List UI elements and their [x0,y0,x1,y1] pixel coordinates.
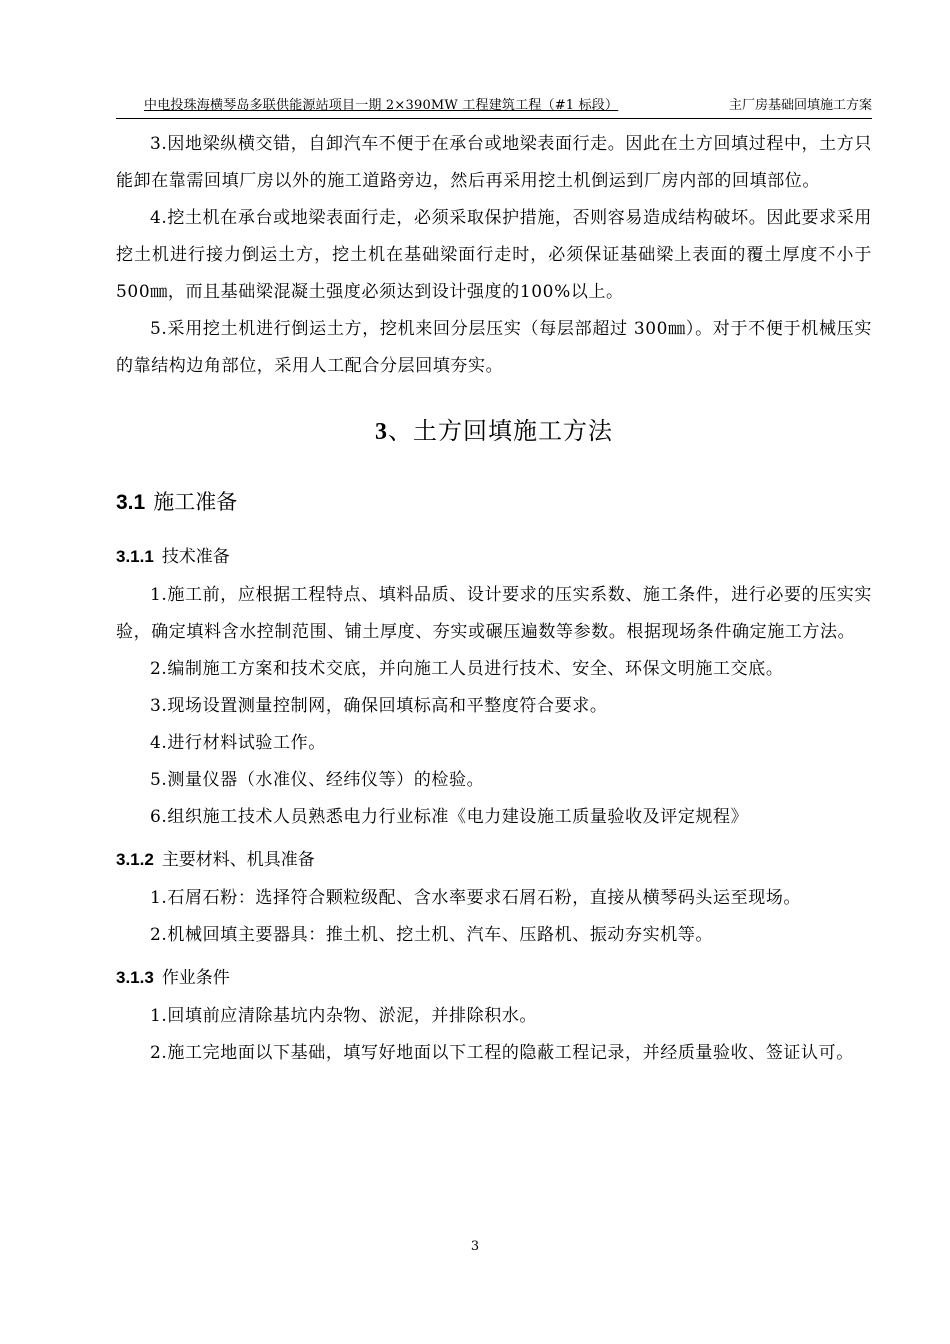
subsection-heading-conditions [116,958,872,998]
list-item: 1.回填前应清除基坑内杂物、淤泥，并排除积水。 [150,1006,538,1026]
list-item: 2.编制施工方案和技术交底，并向施工人员进行技术、安全、环保文明施工交底。 [150,659,784,679]
subsection-heading-materials [116,840,872,880]
list-item: 4.进行材料试验工作。 [150,733,326,753]
paragraph-item-5: 5.采用挖土机进行倒运土方，挖机来回分层压实（每层部超过 300㎜）。对于不便于机械压实的靠结构边角部位，采用人工配合分层回填夯实。 [116,319,872,376]
page-number: 3 [470,1239,480,1254]
list-item: 2.施工完地面以下基础，填写好地面以下工程的隐蔽工程记录，并经质量验收、签证认可。 [150,1043,854,1063]
subsection-title: 主要材料、机具准备 [161,850,315,870]
list-item: 2.机械回填主要器具：推土机、挖土机、汽车、压路机、振动夯实机等。 [150,925,714,945]
paragraph-item-3: 3.因地梁纵横交错，自卸汽车不便于在承台或地梁表面行走。因此在土方回填过程中，土方只能卸在靠需回填厂房以外的施工道路旁边，然后再采用挖土机倒运到厂房内部的回填部位。 [116,134,872,191]
section-title: 施工准备 [153,490,238,514]
subsection-number: 3.1.1 [116,547,154,566]
header-document-title: 主厂房基础回填施工方案 [728,98,872,113]
chapter-heading [116,403,872,459]
header-project-title: 中电投珠海横琴岛多联供能源站项目一期 2×390MW 工程建筑工程（#1 标段） [144,98,619,113]
page-header [116,92,872,116]
subsection-number: 3.1.2 [116,850,154,869]
list-item: 1.施工前，应根据工程特点、填料品质、设计要求的压实系数、施工条件，进行必要的压实实验，确定填料含水控制范围、铺土厚度、夯实或碾压遍数等参数。根据现场条件确定施工方法。 [116,585,872,642]
paragraph-item-4: 4.挖土机在承台或地梁表面行走，必须采取保护措施，否则容易造成结构破坏。因此要求采用挖土机进行接力倒运土方，挖土机在基础梁面行走时，必须保证基础梁上表面的覆土厚度不小于500㎜，而且基础梁混凝土强度必须达到设计强度的100%以上。 [116,208,872,302]
list-item: 6.组织施工技术人员熟悉电力行业标准《电力建设施工质量验收及评定规程》 [150,807,749,827]
subsection-title: 技术准备 [161,547,230,567]
list-item: 1.石屑石粉：选择符合颗粒级配、含水率要求石屑石粉，直接从横琴码头运至现场。 [150,888,802,908]
chapter-title: 、土方回填施工方法 [388,417,613,445]
chapter-number: 3 [375,419,388,445]
subsection-number: 3.1.3 [116,968,154,987]
subsection-heading-technical [116,537,872,577]
list-item: 5.测量仪器（水准仪、经纬仪等）的检验。 [150,770,485,790]
list-item: 3.现场设置测量控制网，确保回填标高和平整度符合要求。 [150,696,608,716]
section-number: 3.1 [116,491,146,514]
header-rule [116,118,872,119]
page-body [116,126,872,1072]
subsection-title: 作业条件 [161,968,230,988]
section-heading [116,477,872,527]
